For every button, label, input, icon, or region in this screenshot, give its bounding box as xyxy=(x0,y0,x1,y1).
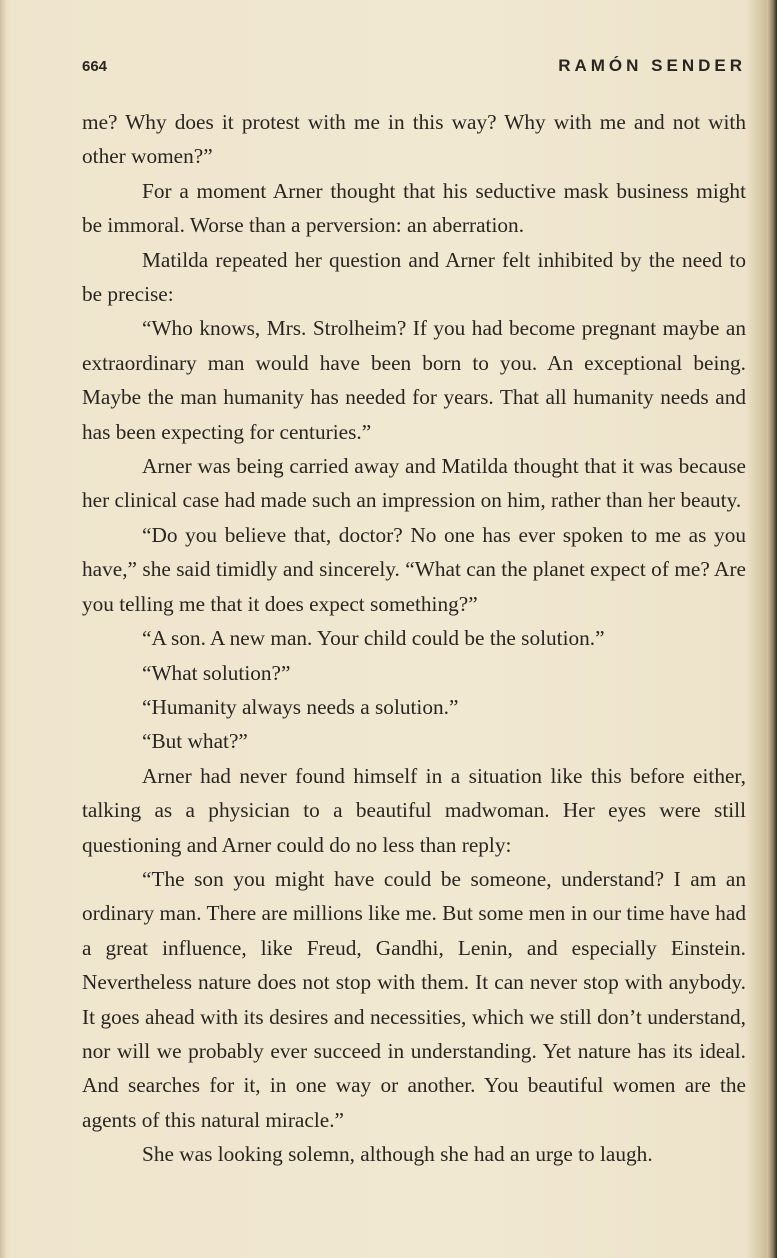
paragraph: Matilda repeated her question and Arner felt inhibited by the need to be precise: xyxy=(82,247,746,307)
paragraph: “The son you might have could be someone, understand? I am an ordinary man. There are millions like me. But some men in our time have had a great influence, like Freud, Gandhi, Lenin, and especially Einstein. Nevertheless nature does not stop with them. It can never stop with anybody. It goes ahead with its desires and necessities, which we still don’t understand, nor will we probably ever succeed in understanding. Yet nature has its ideal. And searches for it, in one way or another. You beautiful women are the agents of this natural miracle.” xyxy=(82,866,746,1132)
page-binding-edge xyxy=(0,0,6,1258)
paragraph: “Who knows, Mrs. Strolheim? If you had become pregnant maybe an extraordinary man would have been born to you. An exceptional being. Maybe the man humanity has needed for years. That all humanity needs and has been expecting for centuries.” xyxy=(82,316,746,444)
paragraph: “What solution?” xyxy=(142,660,291,685)
paragraph: “Do you believe that, doctor? No one has ever spoken to me as you have,” she said timidly and sincerely. “What can the planet expect of me? Are you telling me that it does expect something?” xyxy=(82,522,746,616)
paragraph: “But what?” xyxy=(142,729,248,754)
body-text xyxy=(82,105,746,1172)
paragraph: “A son. A new man. Your child could be the solution.” xyxy=(142,626,605,651)
paragraph: Arner was being carried away and Matilda thought that it was because her clinical case had made such an impression on him, rather than her beauty. xyxy=(82,454,746,513)
page-header xyxy=(82,56,746,86)
paragraph: For a moment Arner thought that his seductive mask business might be immoral. Worse than a perversion: an aberration. xyxy=(82,178,746,238)
paragraph: “Humanity always needs a solution.” xyxy=(142,694,459,719)
paragraph: Arner had never found himself in a situation like this before either, talking as a physician to a beautiful madwoman. Her eyes were still questioning and Arner could do no less than reply: xyxy=(82,763,746,857)
paragraph: She was looking solemn, although she had an urge to laugh. xyxy=(142,1142,653,1167)
paragraph: me? Why does it protest with me in this way? Why with me and not with other women?” xyxy=(82,110,746,169)
page-right-edge xyxy=(767,0,777,1258)
running-head: RAMÓN SENDER xyxy=(558,56,746,75)
page-number: 664 xyxy=(82,58,108,75)
